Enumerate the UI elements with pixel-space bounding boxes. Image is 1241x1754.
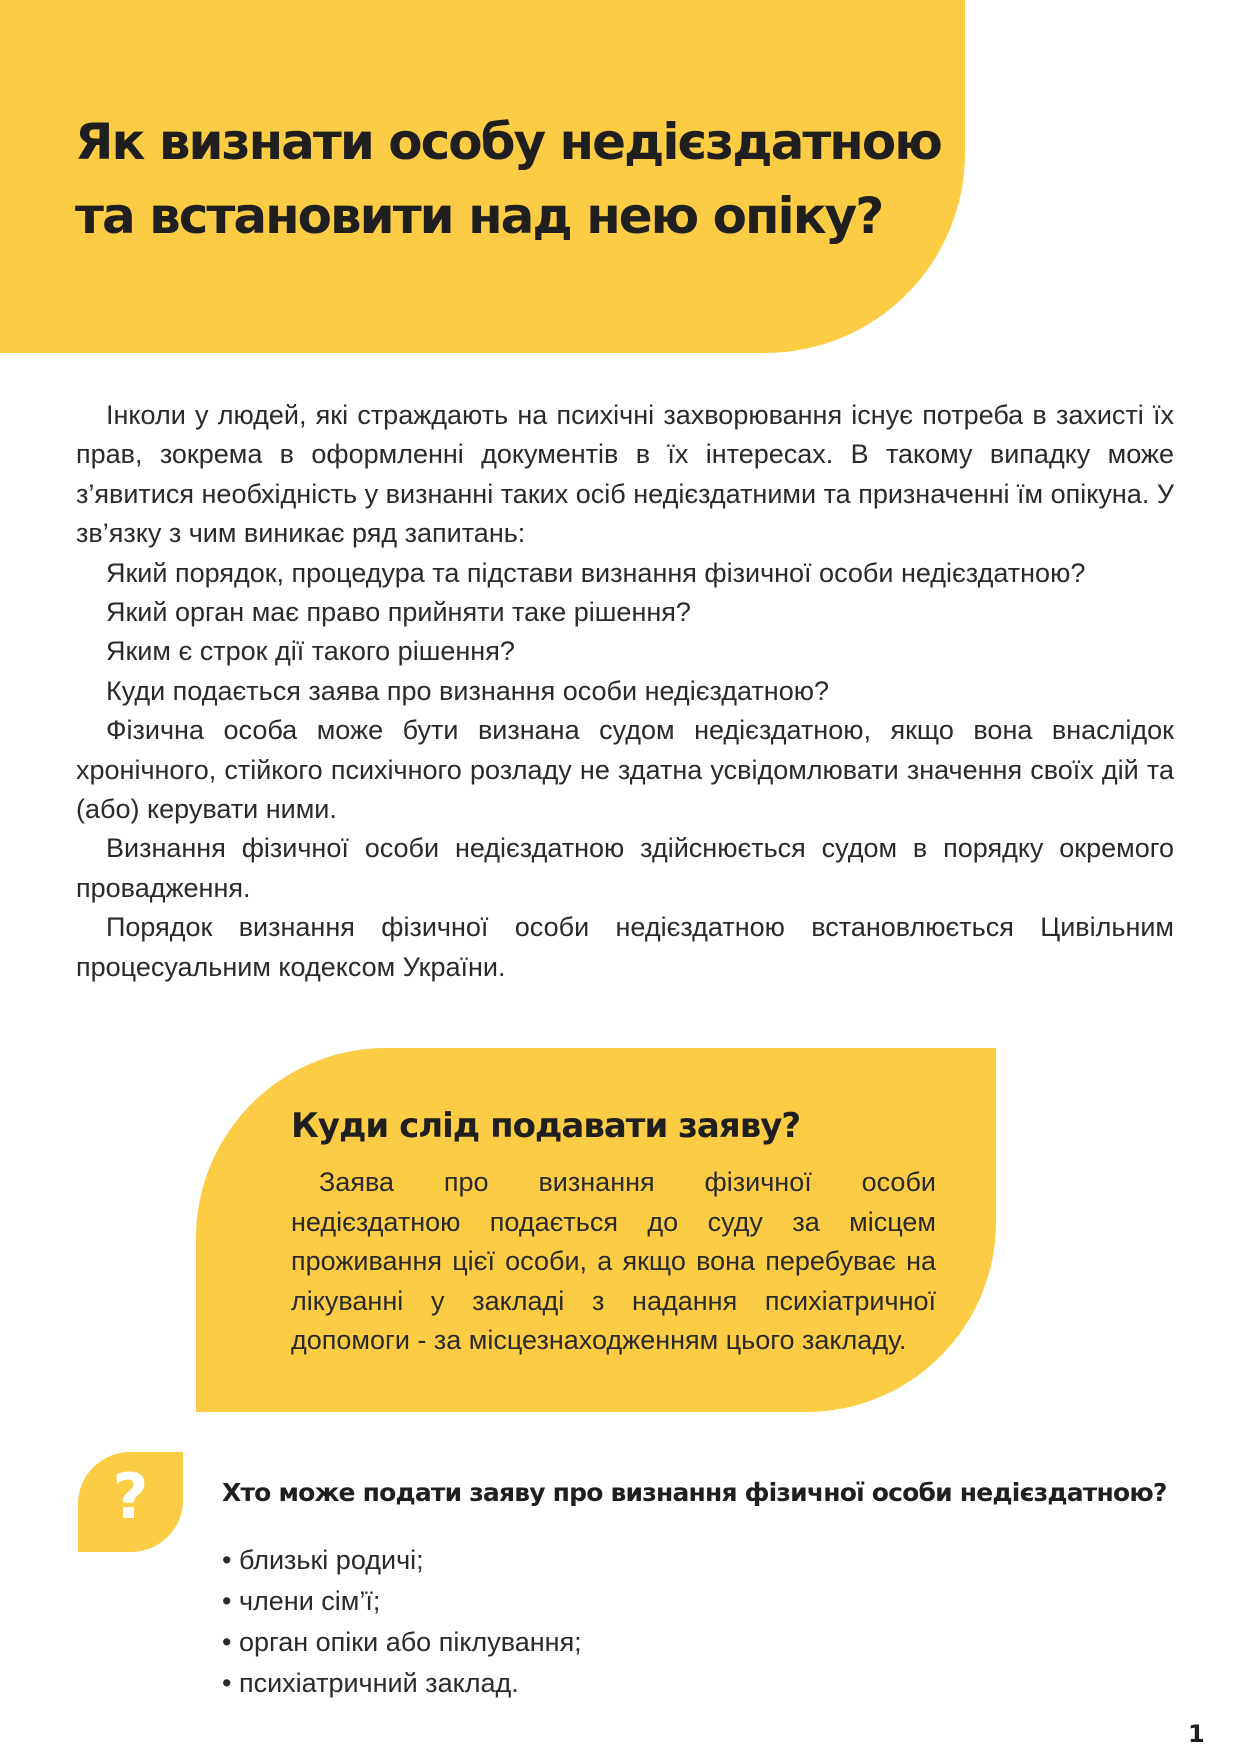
- list-item: • члени сім’ї;: [222, 1586, 381, 1616]
- intro-text: [76, 396, 1174, 987]
- intro-paragraph: Визнання фізичної особи недієздатною здійснюється судом в порядку окремого провадження.: [76, 833, 1174, 903]
- page-number: 1: [1188, 1720, 1205, 1748]
- intro-paragraph: Порядок визнання фізичної особи недієздатною встановлюється Цивільним процесуальним кодексом України.: [76, 912, 1174, 982]
- page-title: [75, 105, 955, 253]
- page-title-line-1: Як визнати особу недієздатною: [75, 113, 941, 171]
- page-title-line-2: та встановити над нею опіку?: [75, 187, 883, 245]
- question-mark-icon: ?: [112, 1460, 149, 1533]
- intro-question: Який орган має право прийняти таке рішення?: [106, 597, 691, 628]
- answer-list: [222, 1540, 582, 1704]
- intro-question: Куди подається заява про визнання особи недієздатною?: [106, 675, 829, 706]
- question-title: Хто може подати заяву про визнання фізичної особи недієздатною?: [222, 1478, 1167, 1507]
- intro-question: Яким є строк дії такого рішення?: [106, 636, 515, 667]
- intro-question: Який порядок, процедура та підстави визнання фізичної особи недієздатною?: [106, 557, 1086, 588]
- list-item: • близькі родичі;: [222, 1545, 424, 1575]
- list-item: • орган опіки або піклування;: [222, 1627, 582, 1657]
- intro-paragraph: Інколи у людей, які страждають на психічні захворювання існує потреба в захисті їх прав, зокрема в оформленні документів в їх інтересах. В такому випадку може з’явитися необхідність у визнанні таких осіб недієздатними та призначенні їм опікуна. У зв’язку з чим виникає ряд запитань:: [76, 400, 1174, 549]
- question-badge: [78, 1452, 183, 1552]
- callout-title: Куди слід подавати заяву?: [291, 1106, 801, 1146]
- list-item: • психіатричний заклад.: [222, 1668, 519, 1698]
- intro-paragraph: Фізична особа може бути визнана судом недієздатною, якщо вона внаслідок хронічного, стійкого психічного розладу не здатна усвідомлювати значення своїх дій та (або) керувати ними.: [76, 715, 1174, 825]
- callout-text: Заява про визнання фізичної особи недієздатною подається до суду за місцем проживання цієї особи, а якщо вона перебуває на лікуванні у закладі з надання психіатричної допомоги - за місцезнаходженням цього закладу.: [291, 1167, 936, 1355]
